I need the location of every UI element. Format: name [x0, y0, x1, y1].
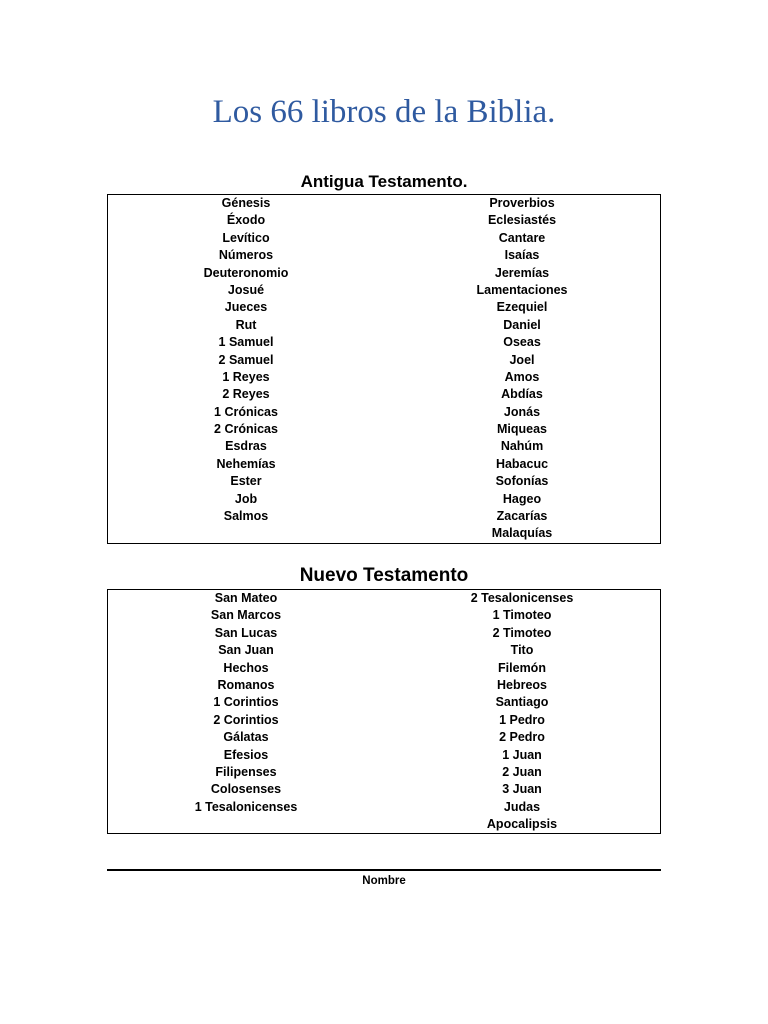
old-testament-book: Ezequiel	[496, 300, 548, 315]
old-testament-book: Génesis	[221, 196, 271, 210]
new-testament-book: San Lucas	[214, 625, 278, 640]
new-testament-book: Santiago	[495, 695, 549, 710]
new-testament-book: 1 Tesalonicenses	[194, 799, 298, 814]
new-testament-left-column	[108, 590, 384, 833]
new-testament-heading: Nuevo Testamento	[299, 565, 469, 586]
new-testament-book: Apocalipsis	[486, 817, 558, 832]
old-testament-book: Hageo	[502, 491, 542, 506]
new-testament-book: Hebreos	[496, 677, 548, 692]
old-testament-book: 1 Samuel	[218, 335, 274, 350]
new-testament-right-column	[384, 590, 660, 833]
new-testament-book: San Mateo	[214, 591, 278, 605]
new-testament-book: 1 Corintios	[213, 695, 279, 710]
old-testament-book: Salmos	[223, 509, 269, 524]
new-testament-book: Tito	[510, 643, 534, 658]
new-testament-book: Filipenses	[215, 764, 277, 779]
new-testament-book: San Juan	[218, 643, 274, 658]
old-testament-book: Miqueas	[496, 422, 547, 437]
new-testament-book: Filemón	[498, 660, 546, 675]
old-testament-book: 2 Reyes	[222, 387, 270, 402]
old-testament-book: Abdías	[501, 387, 543, 402]
old-testament-table	[107, 194, 661, 544]
new-testament-book: 2 Pedro	[499, 730, 545, 745]
new-testament-table	[107, 589, 661, 834]
new-testament-book: Judas	[503, 799, 541, 814]
old-testament-book: Lamentaciones	[476, 282, 568, 297]
old-testament-book: 1 Reyes	[222, 369, 270, 384]
name-signature-line	[107, 869, 661, 871]
old-testament-book: Isaías	[504, 248, 540, 263]
new-testament-book: 3 Juan	[502, 782, 542, 797]
new-testament-book: Romanos	[217, 677, 275, 692]
old-testament-book: Jonás	[503, 404, 541, 419]
new-testament-book: 1 Timoteo	[492, 608, 552, 623]
old-testament-book: 2 Crónicas	[214, 422, 278, 437]
old-testament-book: 2 Samuel	[218, 352, 274, 367]
page-title: Los 66 libros de la Biblia.	[212, 94, 556, 130]
new-testament-book: Hechos	[223, 660, 269, 675]
old-testament-book: Nehemías	[216, 456, 276, 471]
old-testament-book: Rut	[235, 317, 257, 332]
old-testament-book: Números	[218, 248, 274, 263]
old-testament-book: Sofonías	[495, 474, 549, 489]
old-testament-book: Amos	[504, 369, 540, 384]
old-testament-book: Esdras	[225, 439, 267, 454]
new-testament-book: San Marcos	[210, 608, 282, 623]
old-testament-book: Nahúm	[500, 439, 544, 454]
old-testament-book: Jueces	[224, 300, 268, 315]
new-testament-book: Gálatas	[223, 730, 269, 745]
old-testament-book: Job	[234, 491, 258, 506]
old-testament-right-column	[384, 195, 660, 543]
name-label: Nombre	[362, 875, 406, 887]
old-testament-heading: Antigua Testamento.	[300, 172, 468, 191]
old-testament-book: Eclesiastés	[487, 213, 557, 228]
new-testament-book: 2 Corintios	[213, 712, 279, 727]
old-testament-left-column	[108, 195, 384, 543]
new-testament-book: Efesios	[223, 747, 269, 762]
old-testament-book: Proverbios	[489, 196, 555, 210]
old-testament-book: Deuteronomio	[203, 265, 289, 280]
new-testament-book: Colosenses	[210, 782, 282, 797]
new-testament-book: 2 Juan	[502, 764, 542, 779]
old-testament-book: 1 Crónicas	[214, 404, 278, 419]
old-testament-book: Levítico	[222, 230, 270, 245]
new-testament-book: 2 Timoteo	[492, 625, 552, 640]
old-testament-book: Cantare	[498, 230, 546, 245]
new-testament-book: 1 Juan	[502, 747, 542, 762]
old-testament-book: Jeremías	[494, 265, 550, 280]
old-testament-book: Zacarías	[496, 509, 548, 524]
old-testament-book: Daniel	[503, 317, 541, 332]
old-testament-book: Oseas	[503, 335, 541, 350]
old-testament-book: Habacuc	[495, 456, 549, 471]
new-testament-book: 2 Tesalonicenses	[470, 591, 574, 605]
old-testament-book: Éxodo	[226, 213, 266, 228]
new-testament-book: 1 Pedro	[499, 712, 545, 727]
old-testament-book: Ester	[230, 474, 262, 489]
old-testament-book: Malaquías	[491, 526, 553, 541]
old-testament-book: Joel	[509, 352, 535, 367]
old-testament-book: Josué	[227, 282, 265, 297]
